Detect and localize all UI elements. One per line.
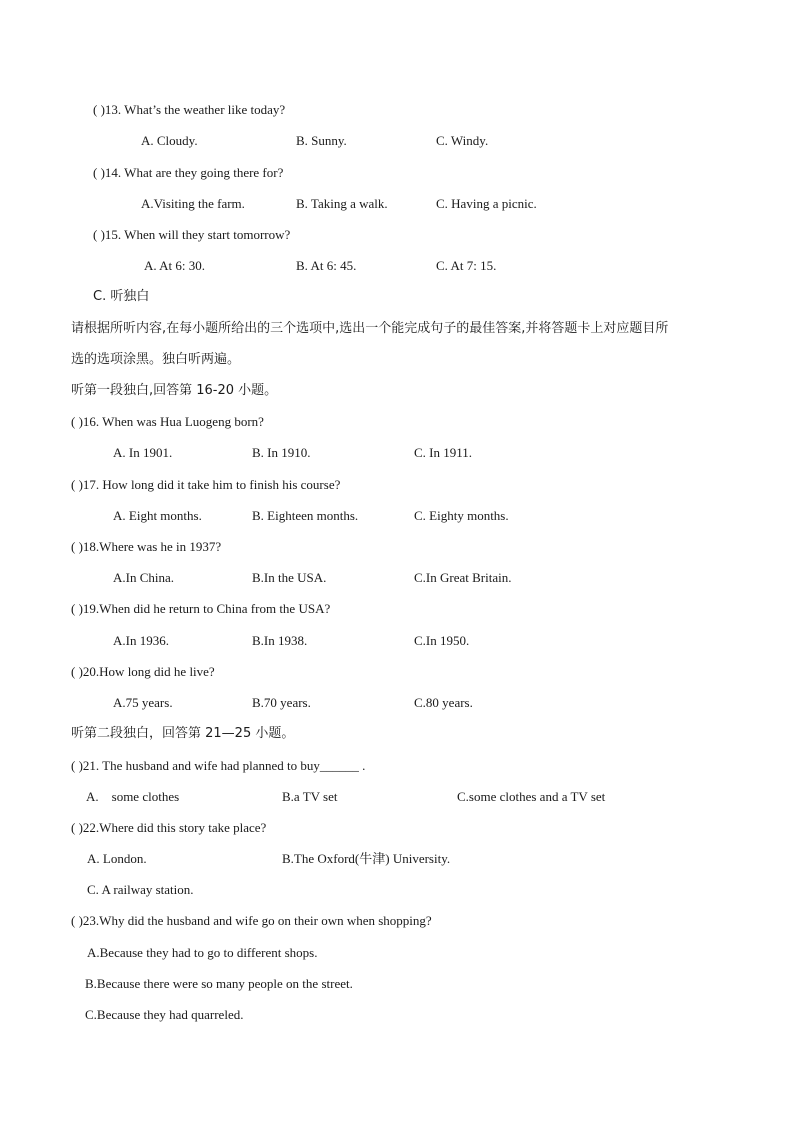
part2-heading: 听第二段独白，回答第 21—25 小题。	[71, 726, 295, 741]
question-15-stem: ( )15. When will they start tomorrow?	[93, 227, 291, 242]
answer-blank[interactable]: ( )	[93, 102, 105, 117]
section-c-instruction-line2: 选的选项涂黑。独白听两遍。	[71, 352, 241, 367]
q14-option-a: A.Visiting the farm.	[141, 196, 245, 211]
q21-option-a: A. some clothes	[86, 789, 180, 804]
q21-option-b: B.a TV set	[282, 789, 338, 804]
question-13-stem: ( )13. What’s the weather like today?	[93, 102, 286, 117]
question-17-stem: ( )17. How long did it take him to finish his course?	[71, 477, 341, 492]
question-21-stem: ( )21. The husband and wife had planned to buy______ .	[71, 758, 366, 773]
q14-option-c: C. Having a picnic.	[436, 196, 537, 211]
q23-option-b: B.Because there were so many people on the street.	[85, 976, 353, 991]
q21-option-c: C.some clothes and a TV set	[457, 789, 606, 804]
question-18-stem: ( )18.Where was he in 1937?	[71, 539, 222, 554]
q16-option-c: C. In 1911.	[414, 445, 473, 460]
q22-option-b: B.The Oxford(牛津) University.	[282, 851, 451, 866]
answer-blank[interactable]: ( )	[71, 601, 83, 616]
q20-option-b: B.70 years.	[252, 695, 311, 710]
q18-option-a: A.In China.	[113, 570, 175, 585]
answer-blank[interactable]: ( )	[71, 414, 83, 429]
question-14-stem: ( )14. What are they going there for?	[93, 165, 284, 180]
q19-option-b: B.In 1938.	[252, 633, 308, 648]
q14-option-b: B. Taking a walk.	[296, 196, 388, 211]
answer-blank[interactable]: ( )	[71, 664, 83, 679]
question-22-stem: ( )22.Where did this story take place?	[71, 820, 267, 835]
q13-option-b: B. Sunny.	[296, 133, 347, 148]
question-20-stem: ( )20.How long did he live?	[71, 664, 215, 679]
part1-heading: 听第一段独白,回答第 16-20 小题。	[71, 383, 278, 398]
answer-blank[interactable]: ( )	[71, 820, 83, 835]
q13-option-c: C. Windy.	[436, 133, 489, 148]
q19-option-c: C.In 1950.	[414, 633, 470, 648]
q13-option-a: A. Cloudy.	[141, 133, 198, 148]
q17-option-a: A. Eight months.	[113, 508, 202, 523]
q22-option-c: C. A railway station.	[87, 882, 194, 897]
q15-option-b: B. At 6: 45.	[296, 258, 357, 273]
q23-option-a: A.Because they had to go to different shops.	[87, 945, 318, 960]
q17-option-b: B. Eighteen months.	[252, 508, 359, 523]
answer-blank[interactable]: ( )	[93, 227, 105, 242]
q16-option-b: B. In 1910.	[252, 445, 311, 460]
q18-option-c: C.In Great Britain.	[414, 570, 512, 585]
q18-option-b: B.In the USA.	[252, 570, 327, 585]
q16-option-a: A. In 1901.	[113, 445, 173, 460]
q19-option-a: A.In 1936.	[113, 633, 169, 648]
question-16-stem: ( )16. When was Hua Luogeng born?	[71, 414, 264, 429]
answer-blank[interactable]: ( )	[71, 913, 83, 928]
answer-blank[interactable]: ( )	[71, 758, 83, 773]
question-19-stem: ( )19.When did he return to China from the USA?	[71, 601, 331, 616]
q17-option-c: C. Eighty months.	[414, 508, 509, 523]
answer-blank[interactable]: ( )	[93, 165, 105, 180]
q20-option-c: C.80 years.	[414, 695, 473, 710]
question-23-stem: ( )23.Why did the husband and wife go on their own when shopping?	[71, 913, 432, 928]
q15-option-c: C. At 7: 15.	[436, 258, 497, 273]
section-c-heading: C. 听独白	[93, 289, 150, 304]
answer-blank[interactable]: ( )	[71, 477, 83, 492]
answer-blank[interactable]: ( )	[71, 539, 83, 554]
q15-option-a: A. At 6: 30.	[144, 258, 206, 273]
section-c-instruction-line1: 请根据所听内容,在每小题所给出的三个选项中,选出一个能完成句子的最佳答案,并将答题卡上对应题目所	[71, 321, 669, 336]
q20-option-a: A.75 years.	[113, 695, 173, 710]
q22-option-a: A. London.	[87, 851, 147, 866]
q23-option-c: C.Because they had quarreled.	[85, 1007, 244, 1022]
